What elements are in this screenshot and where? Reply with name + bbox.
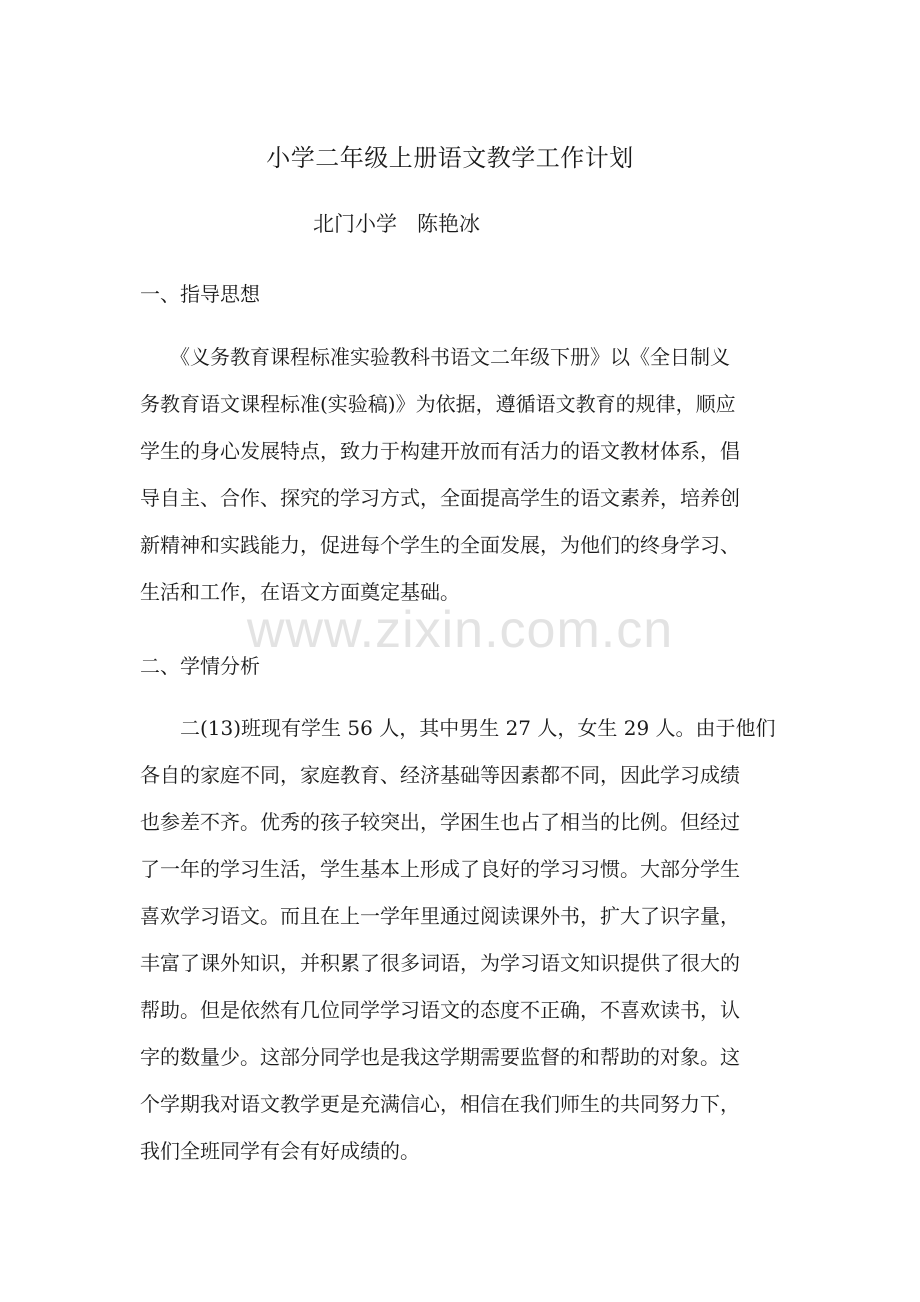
paragraph-line: 二(13)班现有学生 56 人，其中男生 27 人，女生 29 人。由于他们: [140, 716, 776, 740]
paragraph-line: 字的数量少。这部分同学也是我这学期需要监督的和帮助的对象。这: [140, 1045, 740, 1069]
document-title: 小学二年级上册语文教学工作计划: [266, 144, 634, 172]
paragraph-line: 个学期我对语文教学更是充满信心，相信在我们师生的共同努力下，: [140, 1092, 740, 1116]
paragraph-line: 我们全班同学有会有好成绩的。: [140, 1139, 420, 1163]
paragraph-line: 了一年的学习生活，学生基本上形成了良好的学习习惯。大部分学生: [140, 857, 740, 881]
paragraph-line: 学生的身心发展特点，致力于构建开放而有活力的语文教材体系，倡: [140, 439, 740, 463]
paragraph-line: 新精神和实践能力，促进每个学生的全面发展，为他们的终身学习、: [140, 533, 740, 557]
paragraph-student-analysis: [140, 705, 790, 1175]
paragraph-line: 帮助。但是依然有几位同学学习语文的态度不正确，不喜欢读书，认: [140, 998, 740, 1022]
school-name: 北门小学: [313, 212, 397, 236]
paragraph-line: 喜欢学习语文。而且在上一学年里通过阅读课外书，扩大了识字量，: [140, 904, 740, 928]
paragraph-guiding-ideology: [140, 334, 790, 616]
section-heading-guiding-ideology: 一、指导思想: [140, 282, 260, 306]
paragraph-line: 也参差不齐。优秀的孩子较突出，学困生也占了相当的比例。但经过: [140, 810, 740, 834]
watermark: www.zixin.com.cn: [246, 601, 674, 659]
paragraph-line: 《义务教育课程标准实验教科书语文二年级下册》以《全日制义: [140, 345, 730, 369]
paragraph-line: 务教育语文课程标准(实验稿)》为依据，遵循语文教育的规律，顺应: [140, 392, 736, 416]
paragraph-line: 生活和工作，在语文方面奠定基础。: [140, 580, 460, 604]
author-line: [313, 208, 480, 238]
paragraph-line: 各自的家庭不同，家庭教育、经济基础等因素都不同，因此学习成绩: [140, 763, 740, 787]
section-heading-student-analysis: 二、学情分析: [140, 654, 260, 678]
paragraph-line: 丰富了课外知识，并积累了很多词语，为学习语文知识提供了很大的: [140, 951, 740, 975]
paragraph-line: 导自主、合作、探究的学习方式，全面提高学生的语文素养，培养创: [140, 486, 740, 510]
author-name: 陈艳冰: [417, 212, 480, 236]
